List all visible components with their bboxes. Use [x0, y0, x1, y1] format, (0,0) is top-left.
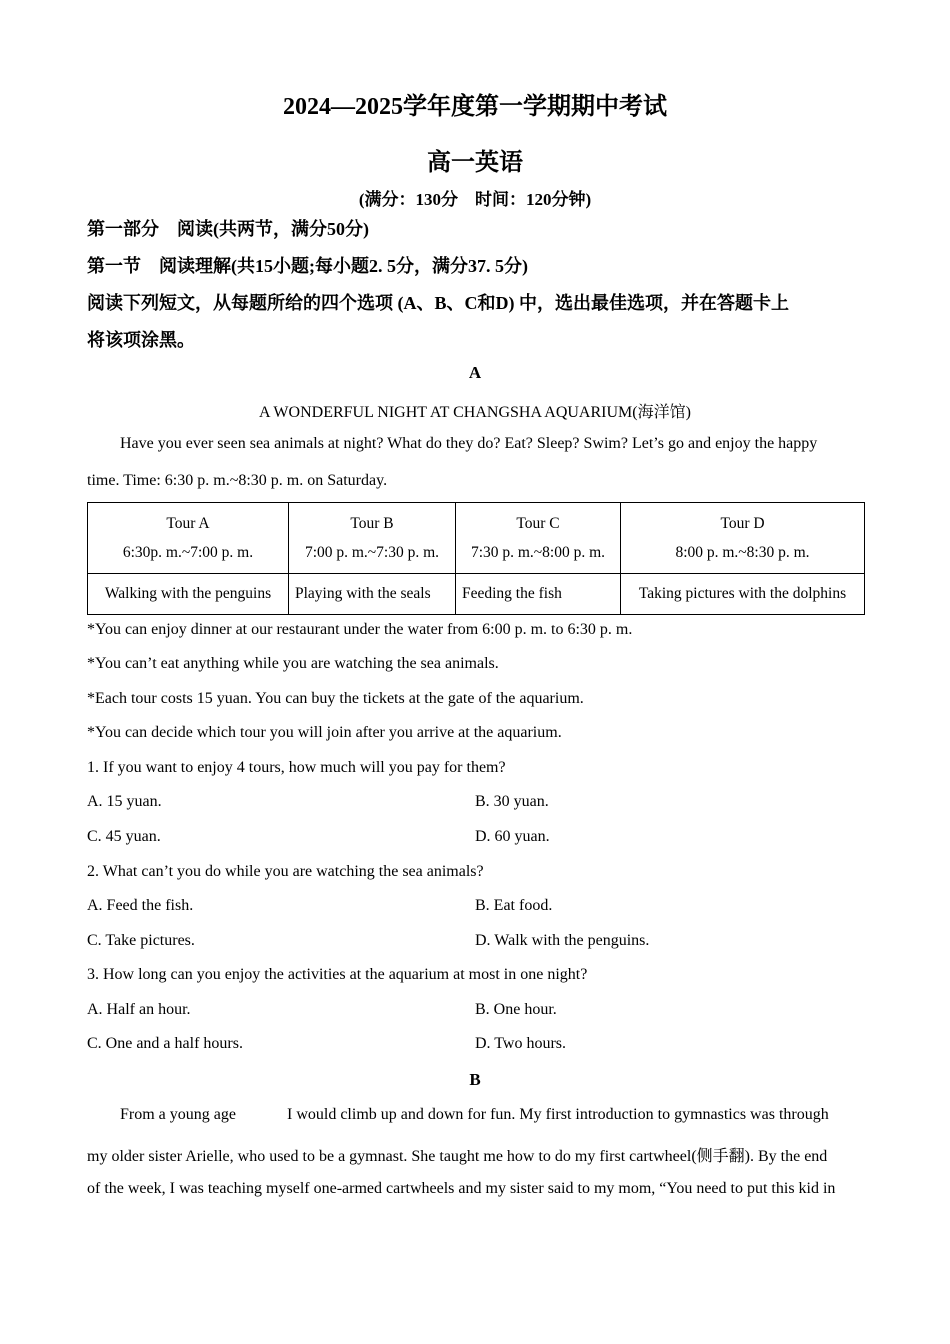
- tour-d-cell: [621, 503, 865, 574]
- part-heading: 第一部分 阅读(共两节，满分50分): [87, 219, 369, 239]
- q3-option-b: B. One hour.: [475, 1001, 557, 1018]
- note-3: *Each tour costs 15 yuan. You can buy the tickets at the gate of the aquarium.: [87, 690, 584, 707]
- exam-meta: (满分：130分 时间：120分钟): [358, 190, 592, 209]
- q1-option-d: D. 60 yuan.: [475, 828, 550, 845]
- subject-title: 高一英语: [427, 150, 523, 176]
- tour-b-cell: [289, 503, 456, 574]
- q1-option-a: A. 15 yuan.: [87, 793, 162, 810]
- tour-time: 7:00 p. m.~7:30 p. m.: [304, 544, 440, 561]
- tour-name: Tour D: [720, 515, 765, 532]
- instruction-line-2: 将该项涂黑。: [87, 330, 195, 350]
- tour-name: Tour A: [166, 515, 210, 532]
- section-heading: 第一节 阅读理解(共15小题;每小题2. 5分，满分37. 5分): [87, 256, 528, 276]
- table-row: [88, 574, 865, 615]
- passage-b-line-2: my older sister Arielle, who used to be a gymnast. She taught me how to do my first cartwheel(侧手翻). By the end: [87, 1148, 828, 1165]
- note-2: *You can’t eat anything while you are watching the sea animals.: [87, 655, 499, 672]
- q1-option-b: B. 30 yuan.: [475, 793, 549, 810]
- q1-option-c: C. 45 yuan.: [87, 828, 161, 845]
- passage-b-line-1b: I would climb up and down for fun. My first introduction to gymnastics was through: [287, 1106, 829, 1123]
- instruction-line-1: 阅读下列短文，从每题所给的四个选项 (A、B、C和D) 中，选出最佳选项，并在答题卡上: [87, 293, 789, 313]
- tour-activity: Feeding the fish: [456, 574, 621, 615]
- question-2: 2. What can’t you do while you are watching the sea animals?: [87, 863, 484, 880]
- table-row: [88, 503, 865, 574]
- passage-a-intro-2: time. Time: 6:30 p. m.~8:30 p. m. on Saturday.: [87, 472, 388, 489]
- q2-option-d: D. Walk with the penguins.: [475, 932, 650, 949]
- tour-time: 6:30p. m.~7:00 p. m.: [122, 544, 254, 561]
- passage-b-line-1a: From a young age: [120, 1106, 236, 1123]
- q2-option-b: B. Eat food.: [475, 897, 553, 914]
- tour-a-cell: [88, 503, 289, 574]
- tour-time: 8:00 p. m.~8:30 p. m.: [675, 544, 810, 561]
- passage-a-intro-1: Have you ever seen sea animals at night? What do they do? Eat? Sleep? Swim? Let’s go and enjoy the happy: [120, 435, 818, 452]
- q2-option-a: A. Feed the fish.: [87, 897, 194, 914]
- tour-activity: Playing with the seals: [289, 574, 456, 615]
- question-3: 3. How long can you enjoy the activities at the aquarium at most in one night?: [87, 966, 588, 983]
- tour-activity: Taking pictures with the dolphins: [621, 574, 865, 615]
- tour-time: 7:30 p. m.~8:00 p. m.: [470, 544, 606, 561]
- tour-c-cell: [456, 503, 621, 574]
- q2-option-c: C. Take pictures.: [87, 932, 195, 949]
- passage-b-label: B: [469, 1070, 481, 1089]
- passage-a-label: A: [468, 363, 482, 382]
- note-4: *You can decide which tour you will join after you arrive at the aquarium.: [87, 724, 562, 741]
- tour-activity: Walking with the penguins: [88, 574, 289, 615]
- tour-name: Tour B: [350, 515, 394, 532]
- tour-name: Tour C: [516, 515, 560, 532]
- note-1: *You can enjoy dinner at our restaurant under the water from 6:00 p. m. to 6:30 p. m.: [87, 621, 633, 638]
- q3-option-a: A. Half an hour.: [87, 1001, 191, 1018]
- passage-b-line-3: of the week, I was teaching myself one-armed cartwheels and my sister said to my mom, “You need to put this kid in: [87, 1180, 836, 1197]
- exam-title: 2024—2025学年度第一学期期中考试: [283, 94, 667, 120]
- passage-a-title: A WONDERFUL NIGHT AT CHANGSHA AQUARIUM(海洋馆): [259, 404, 691, 421]
- tour-table: [87, 502, 865, 615]
- question-1: 1. If you want to enjoy 4 tours, how much will you pay for them?: [87, 759, 506, 776]
- q3-option-c: C. One and a half hours.: [87, 1035, 243, 1052]
- q3-option-d: D. Two hours.: [475, 1035, 567, 1052]
